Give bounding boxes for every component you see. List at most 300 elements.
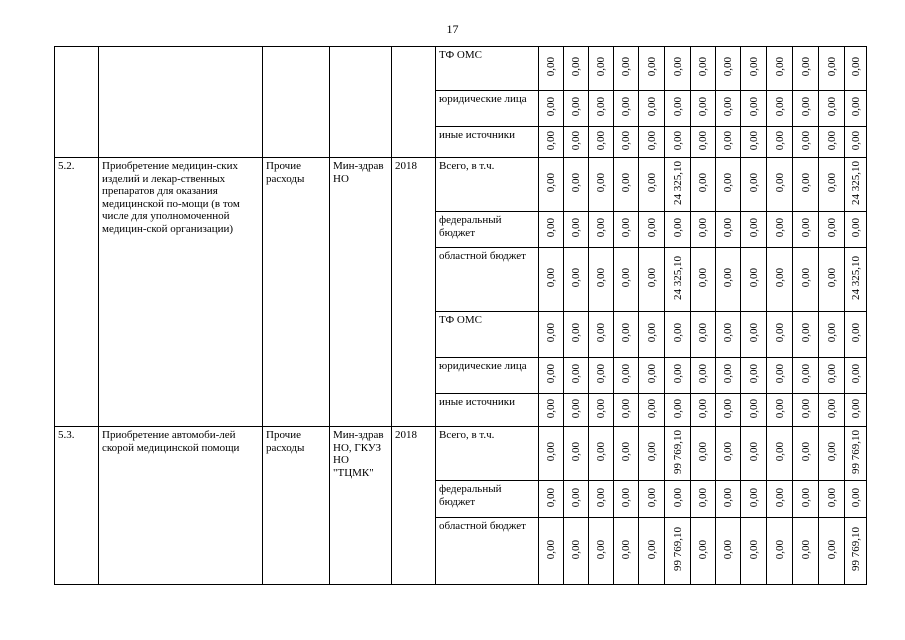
value-text: 0,00 — [799, 487, 812, 507]
value-cell — [589, 358, 614, 394]
value-text: 0,00 — [799, 442, 812, 462]
value-cell — [741, 427, 767, 481]
value-text: 0,00 — [773, 487, 786, 507]
value-cell — [665, 158, 691, 212]
value-cell — [614, 127, 639, 158]
value-text: 0,00 — [645, 57, 658, 77]
value-cell — [564, 47, 589, 91]
value-text: 0,00 — [645, 97, 658, 117]
value-cell — [589, 427, 614, 481]
value-cell — [539, 394, 564, 427]
value-text: 0,00 — [645, 173, 658, 193]
value-text: 0,00 — [799, 218, 812, 238]
value-cell — [845, 212, 867, 248]
value-cell — [589, 212, 614, 248]
value-text: 0,00 — [570, 57, 582, 77]
value-text: 0,00 — [697, 487, 709, 507]
value-text: 0,00 — [620, 173, 632, 193]
value-text: 0,00 — [545, 173, 557, 193]
value-text: 0,00 — [570, 442, 582, 462]
value-cell — [741, 518, 767, 585]
value-text: 0,00 — [570, 364, 582, 384]
value-text: 0,00 — [595, 173, 607, 193]
value-text: 0,00 — [773, 539, 786, 559]
value-text: 24 325,10 — [850, 160, 862, 205]
value-text: 0,00 — [747, 539, 760, 559]
value-cell — [665, 212, 691, 248]
value-text: 0,00 — [799, 364, 812, 384]
value-cell — [614, 394, 639, 427]
value-cell — [767, 358, 793, 394]
value-cell — [639, 212, 665, 248]
value-cell — [665, 358, 691, 394]
value-cell — [819, 212, 845, 248]
value-cell — [819, 394, 845, 427]
value-text: 24 325,10 — [671, 160, 684, 205]
value-cell — [589, 158, 614, 212]
value-text: 0,00 — [671, 97, 684, 117]
value-cell — [564, 312, 589, 358]
value-cell — [767, 158, 793, 212]
value-cell — [539, 212, 564, 248]
value-cell — [564, 394, 589, 427]
value-text: 0,00 — [747, 173, 760, 193]
value-cell — [639, 518, 665, 585]
value-text: 0,00 — [773, 130, 786, 150]
year — [392, 47, 436, 158]
value-text: 0,00 — [799, 398, 812, 418]
value-text: 0,00 — [747, 218, 760, 238]
value-cell — [665, 312, 691, 358]
value-cell — [741, 248, 767, 312]
value-cell — [767, 47, 793, 91]
value-text: 0,00 — [850, 323, 862, 343]
value-text: 99 769,10 — [671, 429, 684, 474]
value-cell — [614, 91, 639, 127]
value-text: 0,00 — [697, 173, 709, 193]
item-name — [99, 47, 263, 158]
value-text: 0,00 — [671, 57, 684, 77]
value-cell — [691, 158, 716, 212]
value-text: 0,00 — [825, 323, 838, 343]
value-cell — [614, 481, 639, 518]
value-text: 0,00 — [645, 218, 658, 238]
value-cell — [691, 518, 716, 585]
value-text: 0,00 — [799, 57, 812, 77]
value-cell — [564, 481, 589, 518]
value-text: 0,00 — [620, 323, 632, 343]
value-cell — [691, 212, 716, 248]
value-text: 0,00 — [747, 268, 760, 288]
value-text: 0,00 — [773, 398, 786, 418]
value-cell — [589, 394, 614, 427]
value-cell — [564, 427, 589, 481]
value-text: 0,00 — [773, 173, 786, 193]
value-text: 0,00 — [545, 539, 557, 559]
value-text: 0,00 — [850, 398, 862, 418]
value-cell — [639, 248, 665, 312]
value-cell — [665, 248, 691, 312]
value-cell — [845, 248, 867, 312]
value-cell — [819, 248, 845, 312]
funding-source: Всего, в т.ч. — [436, 427, 539, 481]
value-cell — [539, 127, 564, 158]
value-text: 0,00 — [747, 364, 760, 384]
value-text: 0,00 — [850, 364, 862, 384]
expense-type — [263, 47, 330, 158]
value-text: 0,00 — [825, 97, 838, 117]
value-cell — [691, 248, 716, 312]
value-cell — [691, 312, 716, 358]
value-cell — [665, 518, 691, 585]
value-cell — [665, 427, 691, 481]
value-text: 0,00 — [697, 539, 709, 559]
value-cell — [539, 312, 564, 358]
value-cell — [539, 518, 564, 585]
value-text: 0,00 — [799, 539, 812, 559]
value-text: 0,00 — [722, 97, 734, 117]
value-cell — [716, 47, 741, 91]
value-text: 0,00 — [645, 398, 658, 418]
value-cell — [767, 427, 793, 481]
value-cell — [539, 248, 564, 312]
value-cell — [589, 481, 614, 518]
value-text: 0,00 — [595, 487, 607, 507]
value-cell — [793, 248, 819, 312]
value-text: 0,00 — [697, 364, 709, 384]
value-text: 0,00 — [722, 218, 734, 238]
value-text: 0,00 — [671, 323, 684, 343]
value-text: 0,00 — [825, 539, 838, 559]
value-text: 0,00 — [747, 130, 760, 150]
value-text: 0,00 — [697, 442, 709, 462]
value-cell — [793, 47, 819, 91]
value-cell — [614, 212, 639, 248]
value-text: 0,00 — [595, 218, 607, 238]
value-text: 0,00 — [620, 442, 632, 462]
value-text: 0,00 — [825, 173, 838, 193]
value-cell — [691, 427, 716, 481]
value-text: 0,00 — [799, 97, 812, 117]
value-cell — [539, 91, 564, 127]
value-text: 0,00 — [850, 130, 862, 150]
value-text: 0,00 — [595, 57, 607, 77]
value-text: 0,00 — [545, 57, 557, 77]
value-text: 0,00 — [825, 130, 838, 150]
value-cell — [767, 212, 793, 248]
value-cell — [793, 91, 819, 127]
value-text: 0,00 — [620, 97, 632, 117]
value-text: 0,00 — [545, 130, 557, 150]
funding-source: ТФ ОМС — [436, 312, 539, 358]
value-cell — [845, 358, 867, 394]
value-cell — [691, 394, 716, 427]
value-text: 0,00 — [545, 97, 557, 117]
value-cell — [691, 481, 716, 518]
item-number — [55, 47, 99, 158]
page-number: 17 — [446, 22, 459, 36]
value-text: 0,00 — [773, 97, 786, 117]
value-text: 0,00 — [620, 398, 632, 418]
value-text: 0,00 — [825, 398, 838, 418]
value-cell — [639, 158, 665, 212]
value-text: 0,00 — [799, 268, 812, 288]
value-cell — [819, 358, 845, 394]
value-text: 0,00 — [570, 398, 582, 418]
value-text: 0,00 — [825, 442, 838, 462]
value-cell — [639, 481, 665, 518]
value-text: 0,00 — [747, 97, 760, 117]
value-cell — [614, 518, 639, 585]
item-name: Приобретение автомоби-лей скорой медицинской помощи — [99, 427, 263, 585]
value-text: 0,00 — [645, 130, 658, 150]
value-cell — [793, 127, 819, 158]
value-text: 0,00 — [545, 218, 557, 238]
value-text: 0,00 — [722, 130, 734, 150]
value-cell — [716, 248, 741, 312]
value-text: 0,00 — [671, 364, 684, 384]
value-text: 0,00 — [825, 218, 838, 238]
value-text: 0,00 — [671, 130, 684, 150]
value-text: 0,00 — [799, 323, 812, 343]
value-cell — [716, 518, 741, 585]
value-text: 0,00 — [697, 268, 709, 288]
funding-source: областной бюджет — [436, 248, 539, 312]
value-text: 0,00 — [570, 173, 582, 193]
value-text: 0,00 — [697, 323, 709, 343]
item-number: 5.2. — [55, 158, 99, 427]
value-text: 0,00 — [620, 218, 632, 238]
table-row — [55, 47, 867, 91]
value-cell — [845, 427, 867, 481]
value-text: 0,00 — [645, 539, 658, 559]
value-text: 0,00 — [595, 97, 607, 117]
value-text: 0,00 — [773, 364, 786, 384]
value-text: 0,00 — [773, 442, 786, 462]
value-cell — [564, 91, 589, 127]
value-cell — [716, 358, 741, 394]
value-text: 0,00 — [799, 173, 812, 193]
table-row — [55, 427, 867, 481]
value-cell — [845, 91, 867, 127]
value-cell — [741, 212, 767, 248]
value-text: 0,00 — [671, 218, 684, 238]
value-cell — [564, 158, 589, 212]
expense-type: Прочие расходы — [263, 427, 330, 585]
value-cell — [639, 91, 665, 127]
value-cell — [819, 312, 845, 358]
value-text: 0,00 — [620, 57, 632, 77]
value-cell — [793, 158, 819, 212]
value-text: 0,00 — [570, 97, 582, 117]
table-row — [55, 158, 867, 212]
value-text: 0,00 — [645, 487, 658, 507]
value-text: 0,00 — [697, 398, 709, 418]
funding-source: федеральный бюджет — [436, 481, 539, 518]
value-cell — [793, 212, 819, 248]
value-cell — [716, 394, 741, 427]
value-cell — [589, 248, 614, 312]
value-cell — [741, 394, 767, 427]
value-cell — [819, 427, 845, 481]
value-text: 0,00 — [850, 218, 862, 238]
value-cell — [564, 127, 589, 158]
value-cell — [539, 158, 564, 212]
executor: Мин-здрав НО — [330, 158, 392, 427]
value-cell — [741, 481, 767, 518]
value-text: 0,00 — [570, 268, 582, 288]
value-text: 0,00 — [645, 442, 658, 462]
value-text: 24 325,10 — [671, 255, 684, 300]
value-cell — [819, 481, 845, 518]
value-cell — [639, 358, 665, 394]
value-cell — [819, 518, 845, 585]
value-cell — [767, 518, 793, 585]
value-text: 0,00 — [773, 268, 786, 288]
value-cell — [639, 312, 665, 358]
value-cell — [564, 248, 589, 312]
value-text: 0,00 — [697, 218, 709, 238]
value-cell — [665, 127, 691, 158]
value-cell — [639, 394, 665, 427]
value-cell — [819, 47, 845, 91]
value-text: 0,00 — [620, 487, 632, 507]
value-cell — [845, 158, 867, 212]
value-text: 0,00 — [595, 323, 607, 343]
value-cell — [767, 394, 793, 427]
value-cell — [845, 312, 867, 358]
expense-type: Прочие расходы — [263, 158, 330, 427]
value-text: 0,00 — [773, 57, 786, 77]
value-cell — [564, 518, 589, 585]
funding-source: иные источники — [436, 394, 539, 427]
value-text: 0,00 — [545, 442, 557, 462]
value-cell — [741, 91, 767, 127]
value-cell — [589, 312, 614, 358]
value-cell — [741, 47, 767, 91]
value-text: 0,00 — [722, 539, 734, 559]
value-cell — [589, 127, 614, 158]
value-cell — [845, 127, 867, 158]
value-cell — [665, 394, 691, 427]
value-cell — [819, 127, 845, 158]
value-text: 0,00 — [825, 57, 838, 77]
value-text: 0,00 — [722, 173, 734, 193]
value-cell — [767, 127, 793, 158]
value-text: 24 325,10 — [850, 255, 862, 300]
value-text: 0,00 — [747, 57, 760, 77]
value-cell — [716, 127, 741, 158]
funding-source: федеральный бюджет — [436, 212, 539, 248]
value-cell — [614, 158, 639, 212]
value-cell — [691, 127, 716, 158]
value-text: 0,00 — [697, 130, 709, 150]
funding-source: областной бюджет — [436, 518, 539, 585]
value-text: 0,00 — [722, 323, 734, 343]
value-cell — [793, 394, 819, 427]
value-text: 0,00 — [850, 487, 862, 507]
value-cell — [691, 358, 716, 394]
value-text: 0,00 — [545, 268, 557, 288]
value-text: 0,00 — [722, 487, 734, 507]
year: 2018 — [392, 427, 436, 585]
value-text: 0,00 — [570, 130, 582, 150]
value-cell — [845, 47, 867, 91]
value-cell — [614, 248, 639, 312]
value-text: 0,00 — [645, 364, 658, 384]
value-cell — [793, 358, 819, 394]
value-text: 0,00 — [545, 487, 557, 507]
value-cell — [716, 158, 741, 212]
value-text: 0,00 — [850, 97, 862, 117]
value-text: 0,00 — [850, 57, 862, 77]
value-text: 0,00 — [722, 442, 734, 462]
value-text: 0,00 — [697, 97, 709, 117]
value-text: 0,00 — [620, 130, 632, 150]
value-text: 0,00 — [595, 364, 607, 384]
value-cell — [741, 158, 767, 212]
value-cell — [564, 212, 589, 248]
value-cell — [741, 358, 767, 394]
budget-table — [54, 46, 867, 585]
value-text: 0,00 — [620, 364, 632, 384]
value-cell — [716, 212, 741, 248]
value-cell — [716, 91, 741, 127]
value-text: 0,00 — [671, 487, 684, 507]
value-text: 0,00 — [671, 398, 684, 418]
value-cell — [614, 312, 639, 358]
value-text: 0,00 — [570, 323, 582, 343]
value-text: 0,00 — [722, 268, 734, 288]
value-cell — [665, 47, 691, 91]
value-text: 0,00 — [773, 218, 786, 238]
executor — [330, 47, 392, 158]
value-cell — [564, 358, 589, 394]
item-number: 5.3. — [55, 427, 99, 585]
value-cell — [614, 427, 639, 481]
value-text: 0,00 — [747, 323, 760, 343]
value-text: 0,00 — [595, 398, 607, 418]
value-text: 0,00 — [645, 268, 658, 288]
value-cell — [691, 91, 716, 127]
value-cell — [716, 481, 741, 518]
value-text: 0,00 — [722, 398, 734, 418]
value-text: 0,00 — [570, 487, 582, 507]
value-text: 0,00 — [545, 398, 557, 418]
value-cell — [589, 47, 614, 91]
value-cell — [716, 312, 741, 358]
year: 2018 — [392, 158, 436, 427]
value-cell — [767, 248, 793, 312]
value-text: 0,00 — [722, 57, 734, 77]
value-cell — [845, 394, 867, 427]
value-text: 0,00 — [595, 442, 607, 462]
value-cell — [614, 47, 639, 91]
value-cell — [793, 518, 819, 585]
item-name: Приобретение медицин-ских изделий и лекар-ственных препаратов для оказания медицинской по-мощи (в том числе для уполномоченной медицин-ской организации) — [99, 158, 263, 427]
table-body — [55, 47, 867, 585]
value-cell — [741, 127, 767, 158]
value-text: 0,00 — [595, 539, 607, 559]
funding-source: иные источники — [436, 127, 539, 158]
value-cell — [639, 427, 665, 481]
value-text: 0,00 — [595, 130, 607, 150]
value-text: 0,00 — [570, 539, 582, 559]
value-cell — [639, 47, 665, 91]
value-cell — [741, 312, 767, 358]
value-cell — [845, 481, 867, 518]
value-text: 0,00 — [620, 268, 632, 288]
